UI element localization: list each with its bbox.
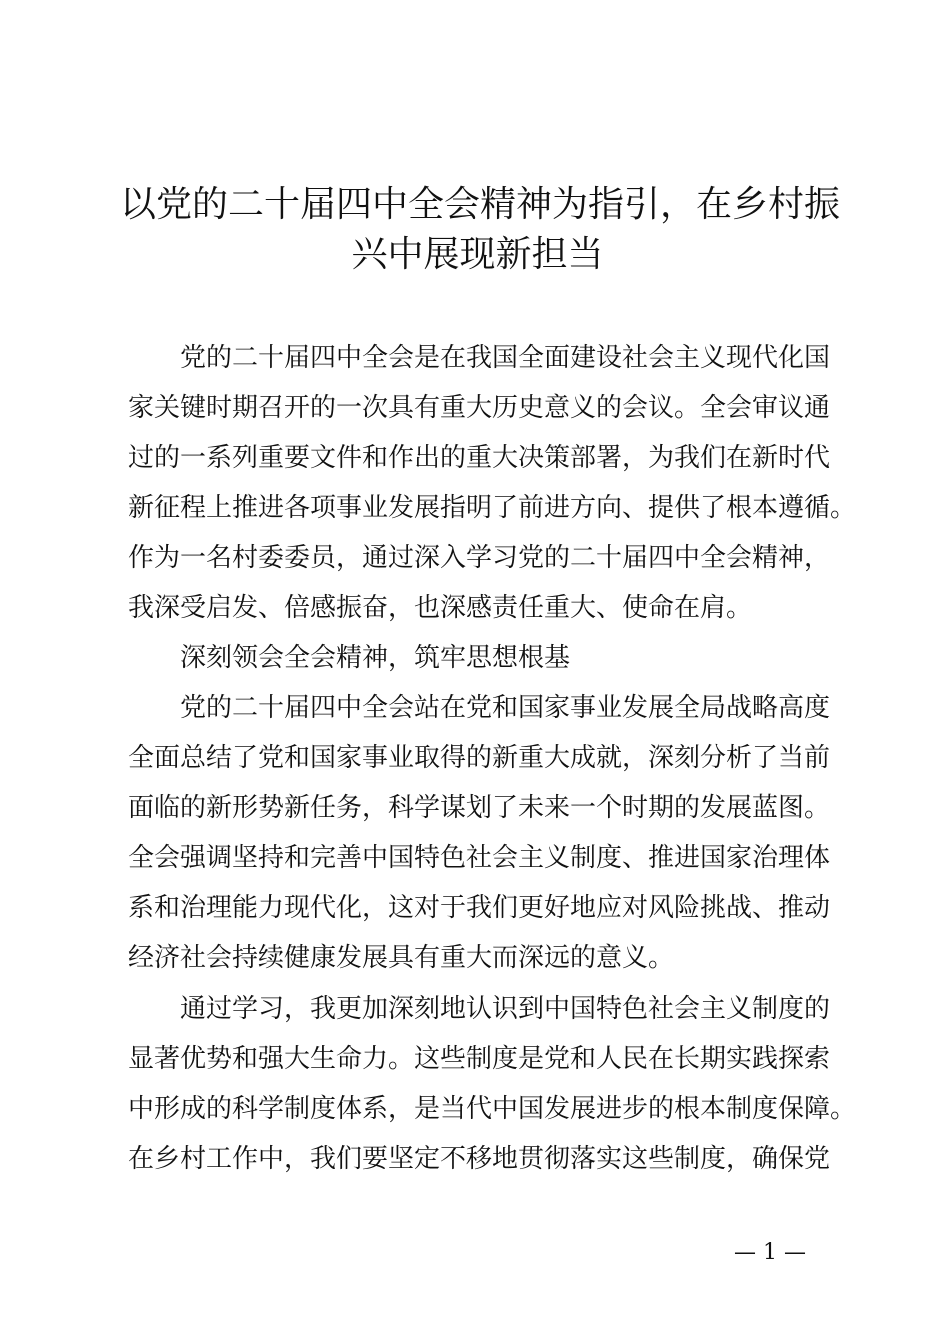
paragraph-line: 经济社会持续健康发展具有重大而深远的意义。 <box>128 943 675 973</box>
document-body <box>128 333 857 1184</box>
paragraph-line: 全面总结了党和国家事业取得的新重大成就，深刻分析了当前 <box>128 743 831 773</box>
paragraph-line: 家关键时期召开的一次具有重大历史意义的会议。全会审议通 <box>128 393 831 423</box>
paragraph <box>128 333 857 633</box>
section-heading-text: 深刻领会全会精神，筑牢思想根基 <box>180 643 571 673</box>
paragraph-line: 在乡村工作中，我们要坚定不移地贯彻落实这些制度，确保党 <box>128 1144 831 1174</box>
paragraph-line: 全会强调坚持和完善中国特色社会主义制度、推进国家治理体 <box>128 843 831 873</box>
section-heading <box>128 633 848 683</box>
title-line: 兴中展现新担当 <box>351 234 604 275</box>
page-number: — 1 — <box>734 1240 806 1265</box>
paragraph-line: 作为一名村委委员，通过深入学习党的二十届四中全会精神， <box>128 543 831 573</box>
paragraph-line: 通过学习，我更加深刻地认识到中国特色社会主义制度的 <box>180 994 831 1024</box>
paragraph-line: 面临的新形势新任务，科学谋划了未来一个时期的发展蓝图。 <box>128 793 831 823</box>
paragraph-line: 系和治理能力现代化，这对于我们更好地应对风险挑战、推动 <box>128 893 831 923</box>
paragraph <box>128 683 848 983</box>
document-title <box>120 180 841 280</box>
paragraph-line: 显著优势和强大生命力。这些制度是党和人民在长期实践探索 <box>128 1044 831 1074</box>
paragraph-line: 新征程上推进各项事业发展指明了前进方向、提供了根本遵循。 <box>128 493 857 523</box>
paragraph-line: 党的二十届四中全会是在我国全面建设社会主义现代化国 <box>180 343 831 373</box>
paragraph-line: 中形成的科学制度体系，是当代中国发展进步的根本制度保障。 <box>128 1094 857 1124</box>
title-line: 以党的二十届四中全会精神为指引，在乡村振 <box>120 184 841 225</box>
paragraph-line: 过的一系列重要文件和作出的重大决策部署，为我们在新时代 <box>128 443 831 473</box>
paragraph <box>128 984 857 1184</box>
paragraph-line: 党的二十届四中全会站在党和国家事业发展全局战略高度 <box>180 693 831 723</box>
paragraph-line: 我深受启发、倍感振奋，也深感责任重大、使命在肩。 <box>128 593 753 623</box>
